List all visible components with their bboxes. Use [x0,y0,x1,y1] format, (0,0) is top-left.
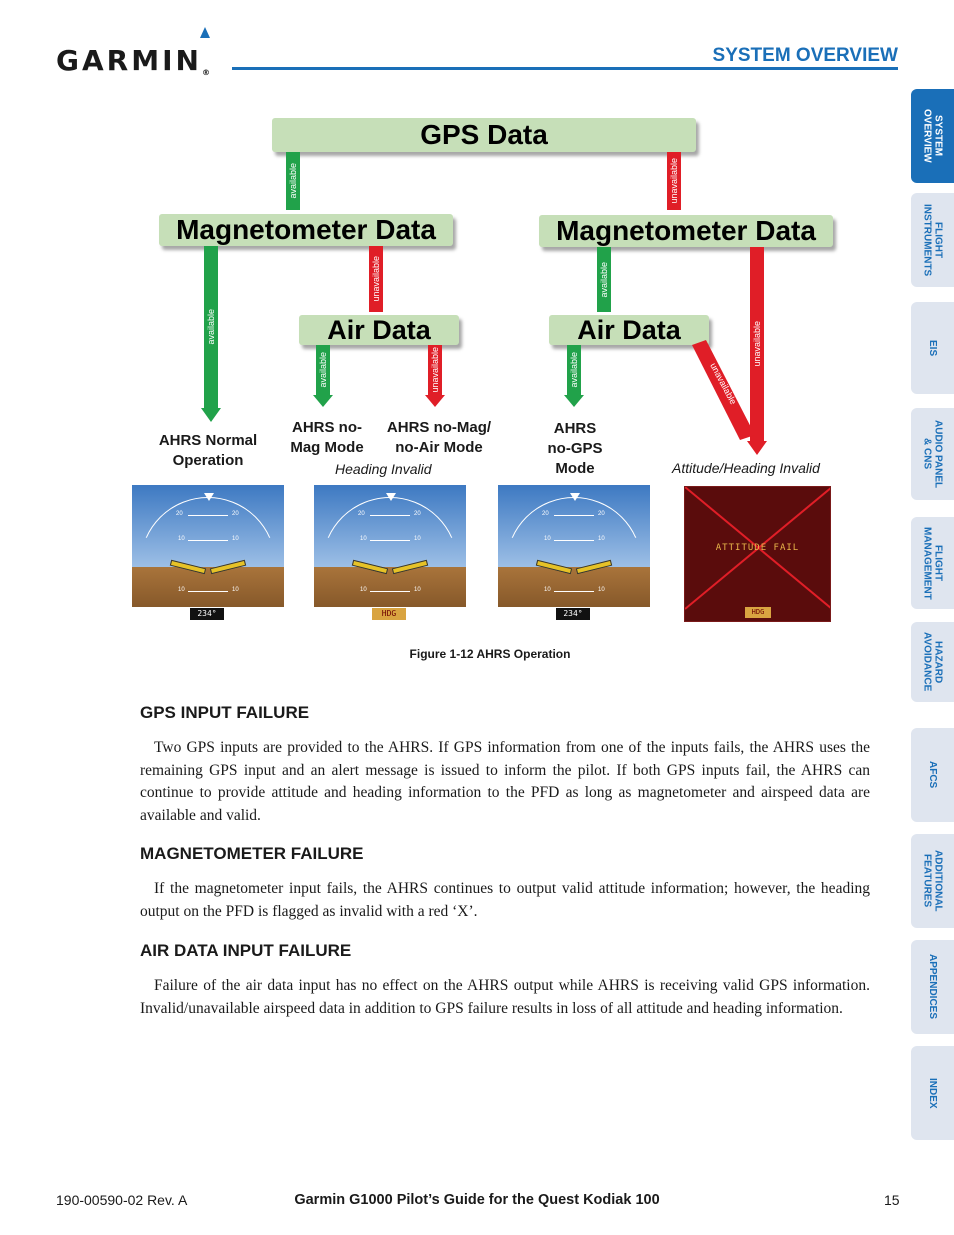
pitch-label: 10 [414,587,421,593]
garmin-logo [56,44,210,77]
pfd-attitude-fail [684,486,831,622]
side-tab[interactable] [911,728,954,822]
side-tab[interactable] [911,89,954,183]
aircraft-reference-icon [570,493,580,501]
pitch-label: 10 [232,587,239,593]
gps-data-box: GPS Data [272,118,696,152]
available-label: available [569,352,579,388]
paragraph-magnetometer-failure: If the magnetometer input fails, the AHRS continues to output valid attitude information; however, the heading output on the PFD is flagged as invalid with a red ‘X’. [140,880,870,920]
pitch-label: 10 [544,587,551,593]
available-label: available [599,261,609,298]
logo-registered: ® [201,68,210,77]
logo-text: GARMIN [56,44,202,77]
footer-page-number: 15 [884,1192,900,1208]
heading-gps-input-failure: GPS INPUT FAILURE [140,703,310,722]
attitude-fail-flag: ATTITUDE FAIL [715,543,800,553]
pitch-label: 10 [598,587,605,593]
available-label: available [318,352,328,388]
side-tab-label: INDEX [927,1077,938,1109]
red-x-icon [685,487,831,622]
attitude-heading-invalid-label: Attitude/Heading Invalid [672,460,820,476]
heading-readout: 234° [190,608,224,620]
mode-no-mag-no-air-label: AHRS no-Mag/ no-Air Mode [386,419,492,456]
side-tab-label: SYSTEM OVERVIEW [921,109,944,163]
heading-fail-flag: HDG [745,607,771,618]
unavailable-label: unavailable [669,158,679,204]
section-title: SYSTEM OVERVIEW [712,45,898,66]
heading-magnetometer-failure: MAGNETOMETER FAILURE [140,844,364,863]
heading-air-data-input-failure: AIR DATA INPUT FAILURE [140,941,352,960]
pitch-label: 10 [232,536,239,542]
heading-invalid-label: Heading Invalid [335,461,432,477]
unavailable-label: unavailable [708,361,739,407]
side-tab-label: AFCS [927,761,938,789]
pitch-label: 10 [178,587,185,593]
pfd-normal [132,485,284,621]
side-tab[interactable] [911,834,954,928]
air-data-box-left: Air Data [299,315,459,345]
side-tab[interactable] [911,193,954,287]
mag-data-box-right: Magnetometer Data [539,215,833,247]
side-tab[interactable] [911,940,954,1034]
footer-doc-number: 190-00590-02 Rev. A [56,1192,188,1208]
pitch-label: 20 [232,511,239,517]
pitch-label: 10 [360,587,367,593]
mode-normal-label: AHRS Normal Operation [158,432,258,469]
logo-triangle-icon [200,27,210,38]
pitch-label: 10 [414,536,421,542]
mag-data-box-left: Magnetometer Data [159,214,453,246]
pitch-label: 20 [358,511,365,517]
pitch-label: 20 [598,511,605,517]
header-rule [232,67,898,70]
side-tab-label: ADDITIONAL FEATURES [921,850,944,912]
side-tab-label: APPENDICES [927,954,938,1020]
side-tab[interactable] [911,1046,954,1140]
mode-no-mag-label: AHRS no- Mag Mode [290,419,364,456]
unavailable-label: unavailable [430,347,440,393]
side-tab-label: FLIGHT MANAGEMENT [921,526,944,600]
figure-caption: Figure 1-12 AHRS Operation [409,647,571,661]
side-tab-label: EIS [927,339,938,357]
heading-fail-flag: HDG [372,608,406,620]
footer-title: Garmin G1000 Pilot’s Guide for the Quest Kodiak 100 [294,1192,660,1208]
paragraph-air-data-input-failure: Failure of the air data input has no effect on the AHRS output while AHRS is receiving valid GPS information. Invalid/unavailable airspeed data in addition to GPS failure results in loss of all attitude and heading information. [140,977,870,1017]
pitch-label: 10 [544,536,551,542]
side-tab-label: HAZARD AVOIDANCE [921,632,944,692]
side-tab[interactable] [911,622,954,702]
side-tab[interactable] [911,517,954,609]
side-tab-label: AUDIO PANEL & CNS [921,419,944,489]
side-tab-label: FLIGHT INSTRUMENTS [921,203,944,277]
side-tab[interactable] [911,408,954,500]
pitch-label: 10 [178,536,185,542]
pitch-label: 20 [414,511,421,517]
unavailable-label: unavailable [371,256,381,302]
paragraph-gps-input-failure: Two GPS inputs are provided to the AHRS. If GPS information from one of the inputs fails, the AHRS uses the remaining GPS input and an alert message is issued to inform the pilot. If both GPS inputs fail, the AHRS can continue to provide attitude and heading information to the PFD as long as magnetometer and airspeed data are available and valid. [140,739,870,824]
pitch-label: 10 [360,536,367,542]
air-unavailable-arrow-right [680,340,760,440]
pitch-label: 10 [598,536,605,542]
aircraft-reference-icon [386,493,396,501]
pitch-label: 20 [542,511,549,517]
available-label: available [206,309,216,345]
heading-readout: 234° [556,608,590,620]
pfd-no-mag [314,485,466,621]
available-label: available [288,163,298,199]
side-tab[interactable] [911,302,954,394]
air-data-box-right: Air Data [549,315,709,345]
pfd-no-gps [498,485,650,621]
unavailable-label: unavailable [752,321,762,367]
aircraft-reference-icon [204,493,214,501]
pitch-label: 20 [176,511,183,517]
mode-no-gps-label: AHRS no-GPS Mode [547,420,603,477]
